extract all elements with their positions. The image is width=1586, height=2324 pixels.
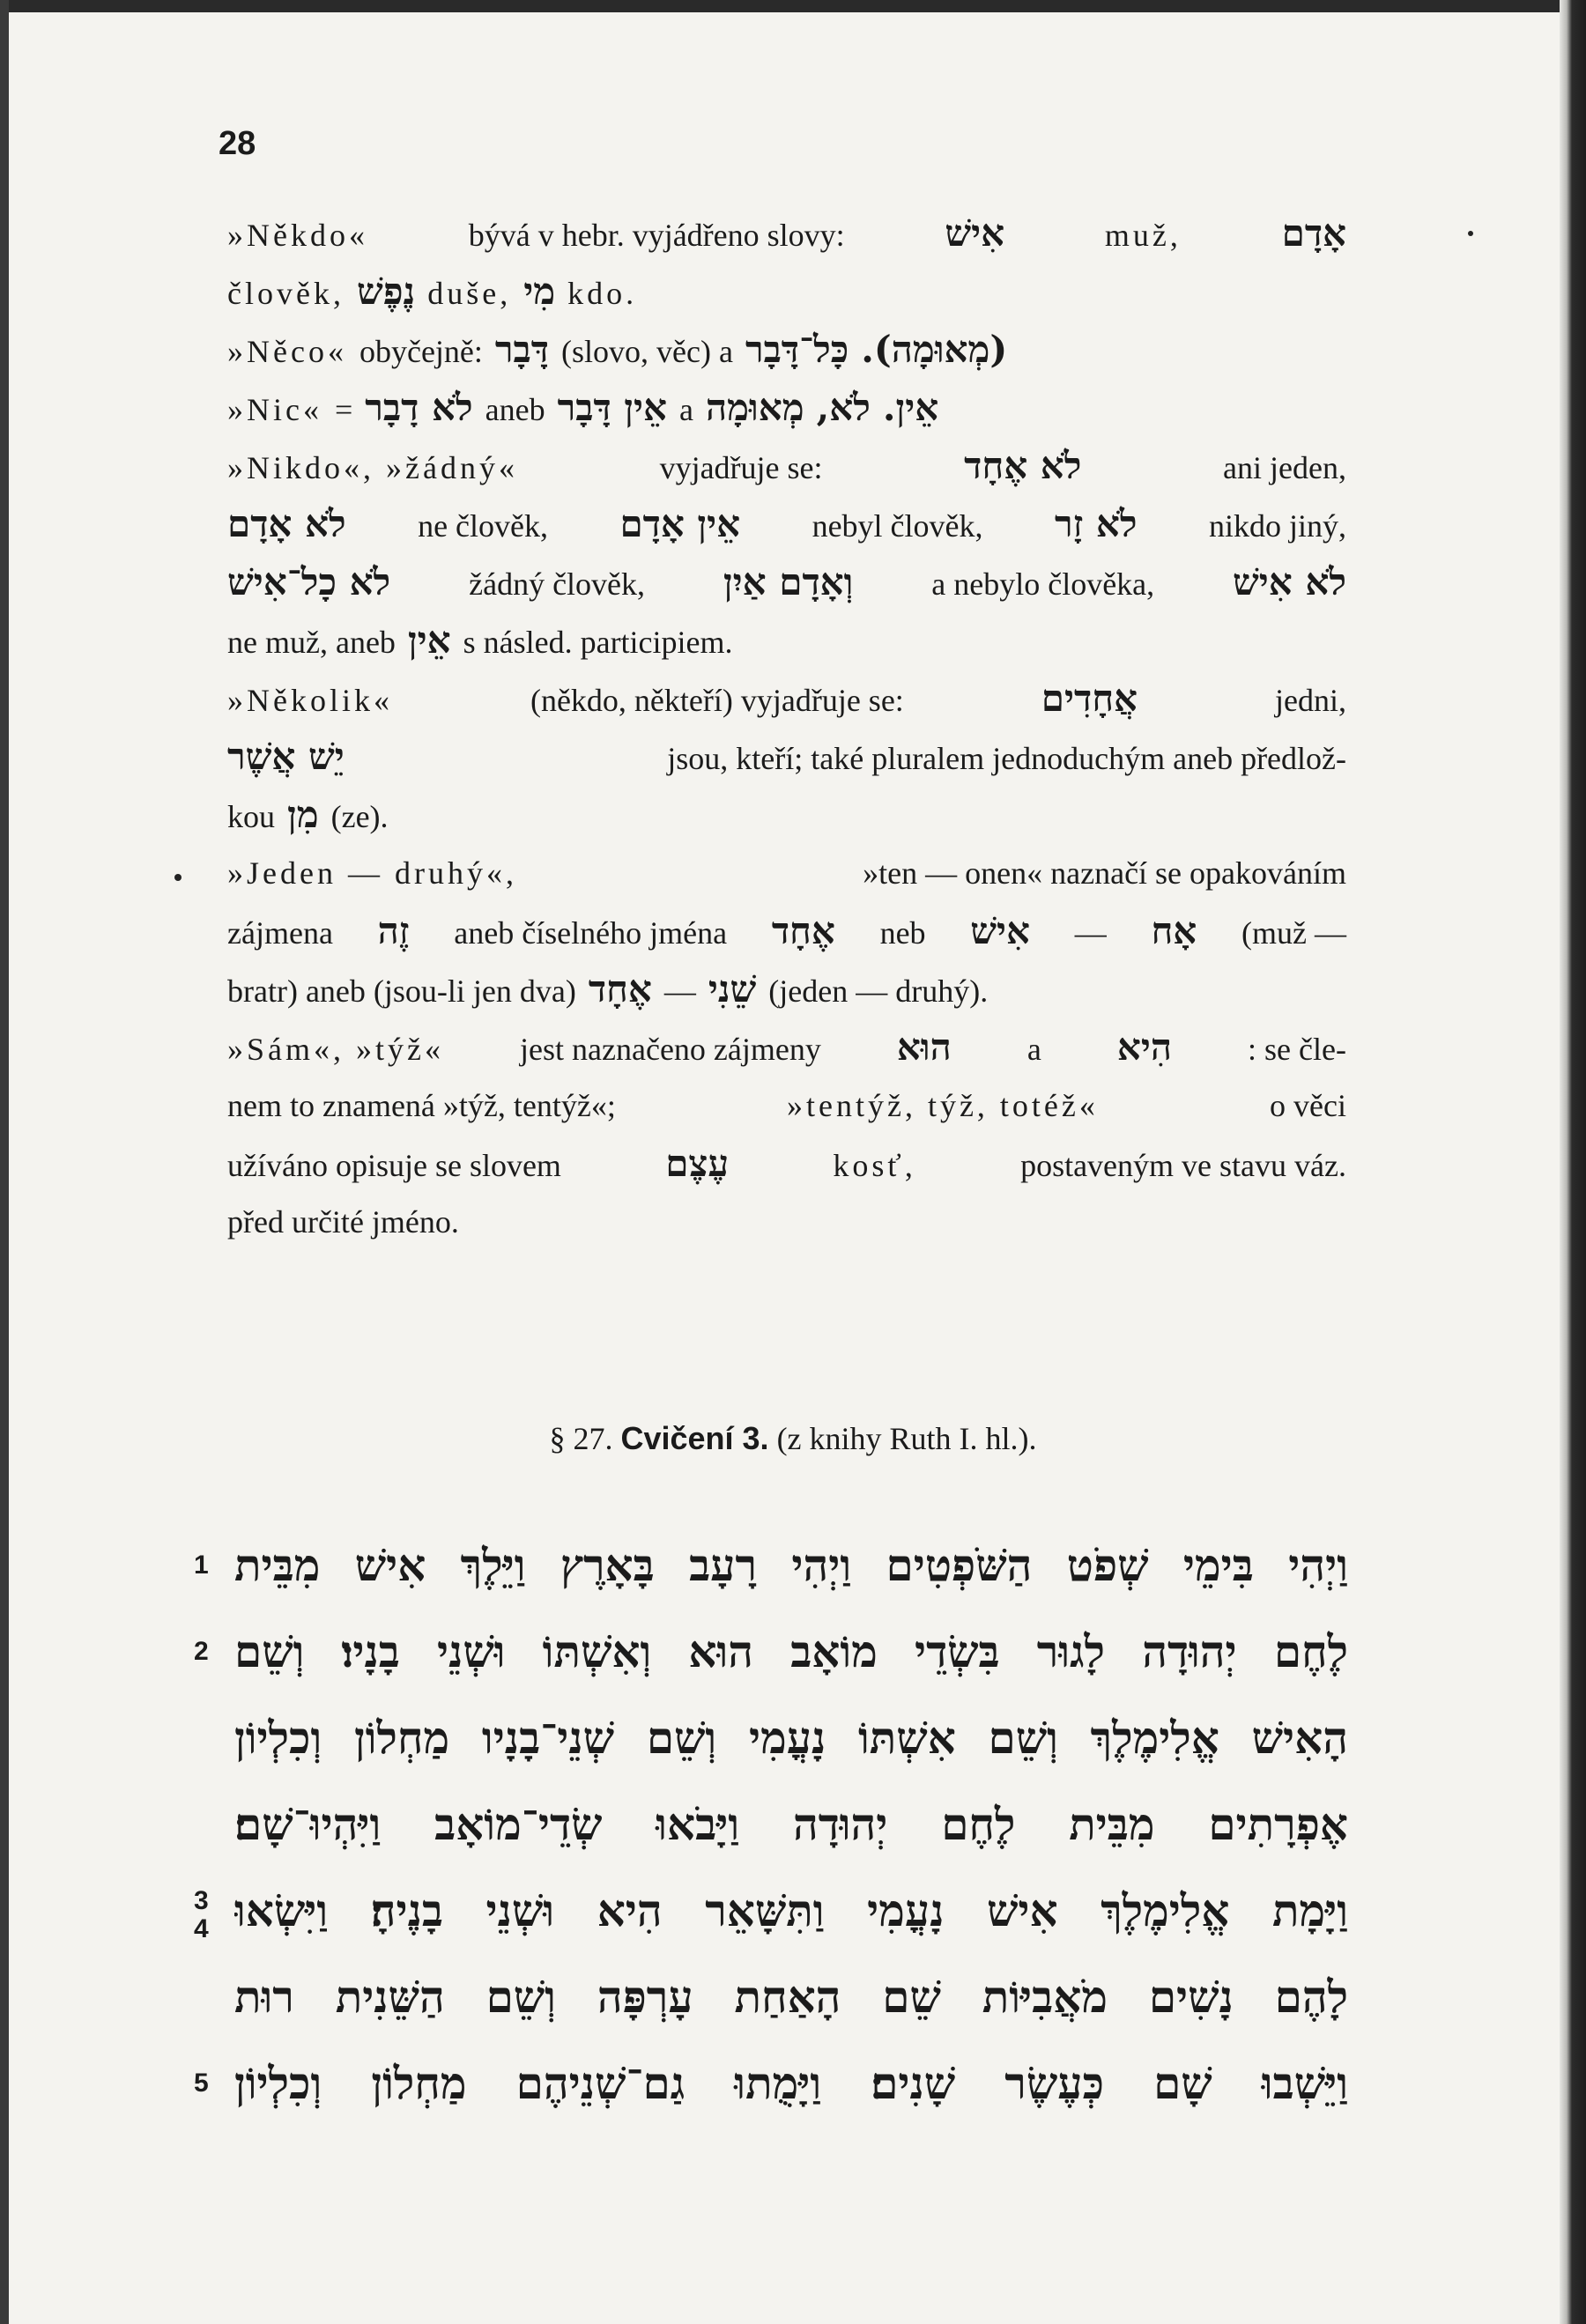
exercise-line bbox=[194, 2040, 1348, 2127]
exercise-line bbox=[194, 1868, 1348, 1954]
print-speck bbox=[1468, 231, 1473, 236]
text-span: nebyl člověk, bbox=[812, 508, 983, 544]
emphasized-term: »Něco« bbox=[227, 334, 347, 369]
text-line bbox=[227, 844, 1346, 902]
text-span: postaveným ve stavu váz. bbox=[1020, 1148, 1346, 1183]
exercise-source: (z knihy Ruth I. hl.). bbox=[776, 1421, 1037, 1456]
hebrew-word: הוּא bbox=[896, 1025, 952, 1069]
text-line bbox=[227, 728, 1346, 786]
text-span: nem to znamená »týž, tentýž«; bbox=[227, 1088, 616, 1123]
text-span: a bbox=[678, 392, 693, 427]
text-line bbox=[227, 437, 1346, 495]
text-span: žádný člověk, bbox=[469, 566, 646, 602]
emphasized-term: »Několik« bbox=[227, 683, 393, 718]
text-span: (ze). bbox=[330, 799, 389, 834]
grammar-text-block bbox=[227, 204, 1346, 1251]
hebrew-word: לֹא אִישׁ bbox=[1233, 560, 1346, 603]
text-line bbox=[227, 670, 1346, 728]
exercise-hebrew-text bbox=[194, 1522, 1348, 2127]
emphasized-term: »tentýž, týž, totéž« bbox=[786, 1088, 1099, 1123]
emphasized-term: kdo. bbox=[567, 276, 638, 311]
text-span: s násled. participiem. bbox=[463, 625, 733, 660]
text-line bbox=[227, 553, 1346, 611]
text-span: (jeden — druhý). bbox=[768, 973, 989, 1009]
exercise-line bbox=[194, 1522, 1348, 1609]
hebrew-word: אֵין. bbox=[882, 386, 939, 429]
hebrew-verse-text: אֶפְרָתִים מִבֵּית לֶחֶם יְהוּדָה וַיָּבֹאוּ שְׂדֵי־מוֹאָב וַיִּהְיוּ־שָׁם׃ bbox=[234, 1798, 1348, 1850]
hebrew-verse-text: לֶחֶם יְהוּדָה לָגוּר בִּשְׂדֵי מוֹאָב הוּא וְאִשְׁתּוֹ וּשְׁנֵי בָנָיו׃ וְשֵׁם bbox=[234, 1625, 1348, 1677]
hebrew-word: עֶצֶם bbox=[665, 1142, 730, 1185]
hebrew-verse-text: הָאִישׁ אֱלִימֶלֶךְ וְשֵׁם אִשְׁתּוֹ נָעֳמִי וְשֵׁם שְׁנֵי־בָנָיו מַחְלוֹן וְכִלְיוֹן bbox=[234, 1712, 1348, 1764]
text-line bbox=[227, 379, 1346, 437]
verse-number: 5 bbox=[194, 2069, 209, 2098]
text-span: aneb bbox=[485, 392, 545, 427]
section-number: § 27. bbox=[549, 1421, 613, 1456]
text-span: a bbox=[1026, 1032, 1041, 1067]
text-span: : se čle- bbox=[1248, 1032, 1346, 1067]
emphasized-term: kosť, bbox=[833, 1148, 916, 1183]
exercise-title: Cvičení 3. bbox=[620, 1420, 769, 1456]
text-span: zájmena bbox=[227, 915, 333, 951]
verse-number: 1 bbox=[194, 1551, 209, 1580]
emphasized-term: »Nic« bbox=[227, 392, 322, 427]
text-span: — bbox=[663, 973, 696, 1009]
emphasized-term: »Jeden — druhý«, bbox=[227, 855, 517, 891]
text-line bbox=[227, 1135, 1346, 1193]
verse-number: 3 4 bbox=[194, 1886, 209, 1943]
text-span: aneb číselného jména bbox=[454, 915, 728, 951]
emphasized-term: člověk, bbox=[227, 276, 345, 311]
hebrew-word: זֶה bbox=[377, 909, 410, 952]
hebrew-word: אֶחָד bbox=[588, 967, 652, 1010]
hebrew-word: לֹא, bbox=[816, 386, 871, 429]
text-span: (někdo, někteří) vyjadřuje se: bbox=[530, 683, 904, 718]
text-span: jest naznačeno zájmeny bbox=[520, 1032, 821, 1067]
text-span: užíváno opisuje se slovem bbox=[227, 1148, 561, 1183]
text-line bbox=[227, 960, 1346, 1018]
text-line bbox=[227, 204, 1346, 263]
exercise-line bbox=[194, 1954, 1348, 2040]
text-line bbox=[227, 495, 1346, 553]
hebrew-word: אֲחָדִים bbox=[1041, 677, 1138, 720]
hebrew-word: שֵׁנִי bbox=[708, 967, 757, 1010]
emphasized-term: »Sám«, »týž« bbox=[227, 1032, 444, 1067]
hebrew-word: לֹא כָל־אִישׁ bbox=[227, 560, 391, 603]
page-right-edge bbox=[1560, 0, 1586, 2324]
hebrew-word: אִישׁ bbox=[970, 909, 1030, 952]
emphasized-term: duše, bbox=[427, 276, 512, 311]
hebrew-word: דָּבָר bbox=[494, 328, 549, 371]
text-span: před určité jméno. bbox=[227, 1204, 459, 1240]
text-span: ne muž, aneb bbox=[227, 625, 396, 660]
hebrew-word: לֹא אֶחָד bbox=[964, 444, 1082, 487]
text-span: »ten — onen« naznačí se opakováním bbox=[863, 855, 1346, 891]
verse-number: 2 bbox=[194, 1637, 209, 1666]
hebrew-word: לֹא זָר bbox=[1054, 502, 1138, 545]
hebrew-word: אֵין אָדָם bbox=[619, 502, 741, 545]
text-line bbox=[227, 321, 1346, 379]
hebrew-word: וְאָדָם אַיִן bbox=[723, 560, 854, 603]
text-span: bývá v hebr. vyjádřeno slovy: bbox=[468, 218, 845, 253]
text-span: o věci bbox=[1270, 1088, 1346, 1123]
text-span: ani jeden, bbox=[1223, 450, 1346, 485]
text-span: neb bbox=[879, 915, 926, 951]
hebrew-word: יֵשׁ אֲשֶׁר bbox=[227, 735, 345, 778]
page-number: 28 bbox=[219, 125, 256, 162]
page-left-edge bbox=[0, 0, 9, 2324]
text-span: bratr) aneb (jsou-li jen dva) bbox=[227, 973, 576, 1009]
hebrew-word: אָח bbox=[1151, 909, 1197, 952]
text-span: jedni, bbox=[1274, 683, 1346, 718]
text-span: obyčejně: bbox=[359, 334, 483, 369]
text-span: (slovo, věc) a bbox=[561, 334, 733, 369]
text-span: nikdo jiný, bbox=[1208, 508, 1346, 544]
hebrew-verse-text: וַיֵּשְׁבוּ שָׁם כְּעֶשֶׂר שָׁנִים׃ וַיָּמֻתוּ גַם־שְׁנֵיהֶם מַחְלוֹן וְכִלְיוֹן bbox=[234, 2057, 1348, 2109]
hebrew-word: אֵין bbox=[407, 618, 451, 662]
section-heading bbox=[0, 1420, 1586, 1457]
emphasized-term: »Někdo« bbox=[227, 218, 368, 253]
text-span: = bbox=[334, 392, 353, 427]
text-line bbox=[227, 786, 1346, 844]
page-top-edge bbox=[0, 0, 1586, 12]
text-line bbox=[227, 1193, 1346, 1251]
text-span: (muž — bbox=[1241, 915, 1346, 951]
text-span: — bbox=[1074, 915, 1107, 951]
hebrew-word: מְאוּמָה bbox=[705, 386, 804, 429]
hebrew-word: (מְאוּמָה). bbox=[861, 328, 1008, 371]
text-line bbox=[227, 1018, 1346, 1077]
hebrew-word: אֵין דָּבָר bbox=[557, 386, 667, 429]
text-span: vyjadřuje se: bbox=[659, 450, 823, 485]
hebrew-verse-text: לָהֶם נָשִׁים מֹאֲבִיּוֹת שֵׁם הָאַחַת עָרְפָּה וְשֵׁם הַשֵּׁנִית רוּת bbox=[234, 1971, 1348, 2023]
hebrew-word: אִישׁ bbox=[945, 211, 1005, 255]
exercise-line bbox=[194, 1609, 1348, 1695]
hebrew-word: נֶפֶשׁ bbox=[356, 270, 416, 313]
exercise-line bbox=[194, 1695, 1348, 1781]
hebrew-word: לֹא אָדָם bbox=[227, 502, 346, 545]
text-span: jsou, kteří; také pluralem jednoduchým aneb předlož- bbox=[667, 741, 1346, 776]
hebrew-word: אֶחָד bbox=[771, 909, 835, 952]
text-line bbox=[227, 263, 1346, 321]
hebrew-verse-text: וַיְהִי בִּימֵי שְׁפֹט הַשֹּׁפְטִים וַיְהִי רָעָב בָּאָרֶץ וַיֵּלֶךְ אִישׁ מִבֵּית bbox=[234, 1539, 1348, 1591]
emphasized-term: »Nikdo«, »žádný« bbox=[227, 450, 518, 485]
text-span: kou bbox=[227, 799, 275, 834]
text-line bbox=[227, 902, 1346, 960]
text-line bbox=[227, 611, 1346, 670]
exercise-line bbox=[194, 1781, 1348, 1868]
hebrew-word: אָדָם bbox=[1281, 211, 1346, 255]
hebrew-verse-text: וַיָּמָת אֱלִימֶלֶךְ אִישׁ נָעֳמִי וַתִּשָּׁאֵר הִיא וּשְׁנֵי בָנֶיהָ׃ וַיִּשְׂאוּ bbox=[234, 1884, 1348, 1936]
emphasized-term: muž, bbox=[1104, 218, 1182, 253]
text-line bbox=[227, 1077, 1346, 1135]
hebrew-word: מִי bbox=[523, 270, 556, 313]
print-speck bbox=[174, 874, 182, 881]
hebrew-word: הִיא bbox=[1116, 1025, 1172, 1069]
text-span: ne člověk, bbox=[418, 508, 548, 544]
text-span: a nebylo člověka, bbox=[931, 566, 1155, 602]
hebrew-word: מִן bbox=[287, 793, 319, 836]
hebrew-word: לֹא דָבָר bbox=[365, 386, 473, 429]
hebrew-word: כָּל־דָּבָר bbox=[745, 328, 849, 371]
